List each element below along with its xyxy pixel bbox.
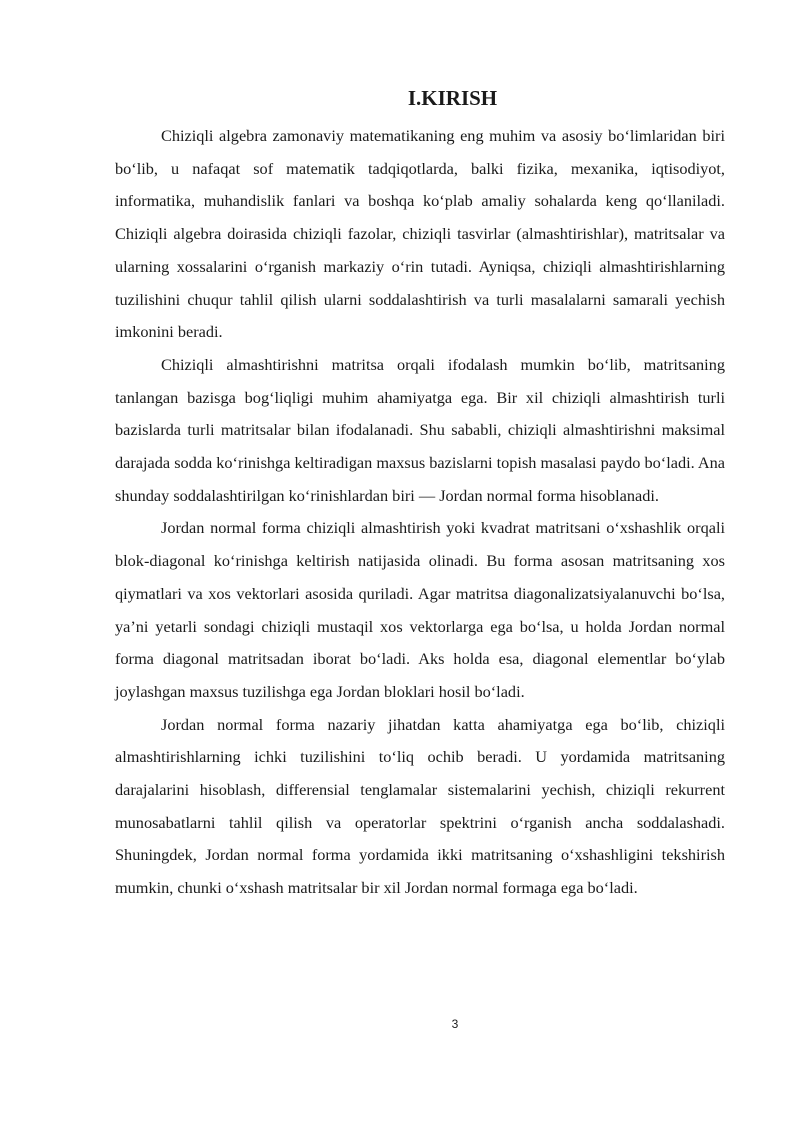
body-text <box>115 120 725 905</box>
paragraph-jordan-significance: Jordan normal forma nazariy jihatdan katta ahamiyatga ega boʻlib, chiziqli almashtirishlarning ichki tuzilishini toʻliq ochib beradi. U yordamida matritsaning darajalarini hisoblash, differensial tenglamalar sistemalarini yechish, chiziqli rekurrent munosabatlarni tahlil qilish va operatorlar spektrini oʻrganish ancha soddalashadi. Shuningdek, Jordan normal forma yordamida ikki matritsaning oʻxshashligini tekshirish mumkin, chunki oʻxshash matritsalar bir xil Jordan normal formaga ega boʻladi. <box>115 714 725 898</box>
paragraph-jordan-construction: Jordan normal forma chiziqli almashtirish yoki kvadrat matritsani oʻxshashlik orqali blok-diagonal koʻrinishga keltirish natijasida olinadi. Bu forma asosan matritsaning xos qiymatlari va xos vektorlari asosida quriladi. Agar matritsa diagonalizatsiyalanuvchi boʻlsa, yaʼni yetarli sondagi chiziqli mustaqil xos vektorlarga ega boʻlsa, u holda Jordan normal forma diagonal matritsadan iborat boʻladi. Aks holda esa, diagonal elementlar boʻylab joylashgan maxsus tuzilishga ega Jordan bloklari hosil boʻladi. <box>115 518 725 701</box>
paragraph-matrix-basis: Chiziqli almashtirishni matritsa orqali ifodalash mumkin boʻlib, matritsaning tanlangan bazisga bogʻliqligi muhim ahamiyatga ega. Bir xil chiziqli almashtirish turli bazislarda turli matritsalar bilan ifodalanadi. Shu sababli, chiziqli almashtirishni maksimal darajada sodda koʻrinishga keltiradigan maxsus bazislarni topish masalasi paydo boʻladi. Ana shunday soddalashtirilgan koʻrinishlardan biri — Jordan normal forma hisoblanadi. <box>115 354 725 505</box>
section-title: I.KIRISH <box>407 86 498 110</box>
page-number: 3 <box>451 1017 459 1031</box>
paragraph-introduction: Chiziqli algebra zamonaviy matematikaning eng muhim va asosiy boʻlimlaridan biri boʻlib, u nafaqat sof matematik tadqiqotlarda, balki fizika, mexanika, iqtisodiyot, informatika, muhandislik fanlari va boshqa koʻplab amaliy sohalarda keng qoʻllaniladi. Chiziqli algebra doirasida chiziqli fazolar, chiziqli tasvirlar (almashtirishlar), matritsalar va ularning xossalarini oʻrganish markaziy oʻrin tutadi. Ayniqsa, chiziqli almashtirishlarning tuzilishini chuqur tahlil qilish ularni soddalashtirish va turli masalalarni samarali yechish imkonini beradi. <box>115 126 725 342</box>
